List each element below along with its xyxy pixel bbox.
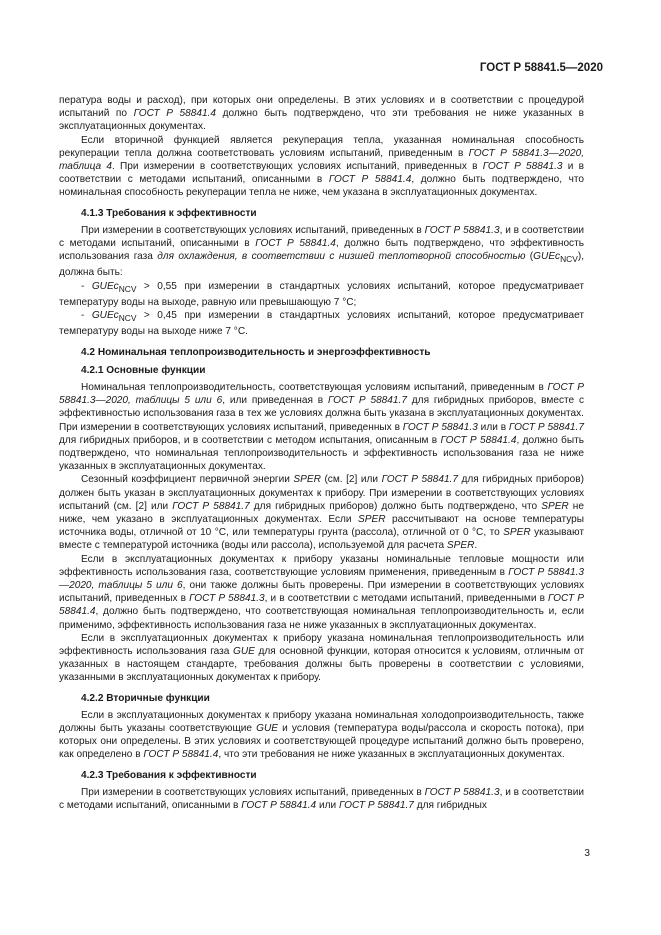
section-heading-4-2: 4.2 Номинальная теплопроизводительность и энергоэффективность <box>81 346 431 358</box>
section-heading-4-2-3: 4.2.3 Требования к эффективности <box>81 769 257 781</box>
paragraph: Если в эксплуатационных документах к прибору указаны номинальные тепловые мощности или эффективность использования газа, соответствующие условиям применения, приведенным в ГОСТ Р 58841.3—2020, таблицы 5 или 6, они также должны быть проверены. При измерении в соответствующих условиях испытаний, приведенных в ГОСТ Р 58841.3, и в соответствии с методами испытаний, приведенными в ГОСТ Р 58841.4, должно быть подтверждено, что соответствующая номинальная теплопроизводительность и, если применимо, эффективность использования газа не ниже указанных в эксплуатационных документах. <box>59 553 584 631</box>
page-body <box>59 94 584 812</box>
paragraph: Если в эксплуатационных документах к прибору указана номинальная холодопроизводительность, также должны быть указаны соответствующие GUE и условия (температура воды/рассола и скорость потока), при которых они определены. В этих условиях и соответствующей процедуре испытаний должно быть проверено, как определено в ГОСТ Р 58841.4, что эти требования не ниже указанных в эксплуатационных документах. <box>59 709 584 761</box>
section-heading-4-2-1: 4.2.1 Основные функции <box>81 364 206 376</box>
paragraph: Если в эксплуатационных документах к прибору указана номинальная теплопроизводительность или эффективность использования газа GUE для основной функции, которая относится к условиям, отличным от указанных в настоящем стандарте, требования должны быть проверены в соответствии с условиями, указанными в эксплуатационных документах к прибору. <box>59 632 584 684</box>
list-item: - GUEc$_{NCV}$ > 0,55 при измерении в стандартных условиях испытаний, которое предусматривает температуру воды на выходе, равную или превышающую 7 °С; <box>59 280 584 308</box>
paragraph: Номинальная теплопроизводительность, соответствующая условиям испытаний, приведенным в ГОСТ Р 58841.3—2020, таблицы 5 или 6, или приведенная в ГОСТ Р 58841.7 для гибридных приборов, вместе с эффективностью использования газа в тех же условиях должна быть указана в эксплуатационных документах. При измерении в соответствующих условиях испытаний, приведенных в ГОСТ Р 58841.3 или в ГОСТ Р 58841.7 для гибридных приборов, и в соответствии с методом испытания, описанным в ГОСТ Р 58841.4, должно быть подтверждено, что номинальная теплопроизводительность и эффективность использования газа не ниже указанных в эксплуатационных документах. <box>59 381 584 473</box>
paragraph: Если вторичной функцией является рекуперация тепла, указанная номинальная способность рекуперации тепла должна соответствовать условиям испытаний, приведенным в ГОСТ Р 58841.3—2020, таблица 4. При измерении в соответствующих условиях испытаний, приведенных в ГОСТ Р 58841.3 и в соответствии с методами испытаний, описанными в ГОСТ Р 58841.4, должно быть подтверждено, что номинальная способность рекуперации тепла не ниже, чем указана в эксплуатационных документах. <box>59 134 584 199</box>
section-heading-4-2-2: 4.2.2 Вторичные функции <box>81 692 210 704</box>
section-heading-4-1-3: 4.1.3 Требования к эффективности <box>81 207 257 219</box>
page-number: 3 <box>584 848 590 859</box>
paragraph: пература воды и расход), при которых они определены. В этих условиях и в соответствии с процедурой испытаний по ГОСТ Р 58841.4 должно быть подтверждено, что эти требования не ниже указанных в эксплуатационных документах. <box>59 95 584 133</box>
paragraph: При измерении в соответствующих условиях испытаний, приведенных в ГОСТ Р 58841.3, и в соответствии с методами испытаний, описанными в ГОСТ Р 58841.4 или ГОСТ Р 58841.7 для гибридных <box>59 786 584 811</box>
paragraph: Сезонный коэффициент первичной энергии SPER (см. [2] или ГОСТ Р 58841.7 для гибридных приборов) должен быть указан в эксплуатационных документах к прибору. При измерении в соответствующих условиях испытаний (см. [2] или ГОСТ Р 58841.7 для гибридных приборов) должно быть подтверждено, что SPER не ниже, чем указано в эксплуатационных документах. Если SPER рассчитывают на основе температуры источника воды, отличной от 10 °С, или температуры грунта (рассола), отличной от 0 °С, то SPER указывают вместе с температурой источника (воды или рассола), используемой для расчета SPER. <box>59 474 585 552</box>
paragraph: При измерении в соответствующих условиях испытаний, приведенных в ГОСТ Р 58841.3, и в соответствии с методами испытаний, описанными в ГОСТ Р 58841.4, должно быть подтверждено, что эффективность использования газа для охлаждения, в соответствии с низшей теплотворной способностью (GUEc$_{NCV}$), должна быть: <box>59 224 585 279</box>
document-code: ГОСТ Р 58841.5—2020 <box>479 62 603 74</box>
list-item: - GUEc$_{NCV}$ > 0,45 при измерении в стандартных условиях испытаний, которое предусматривает температуру воды на выходе ниже 7 °С. <box>59 310 584 338</box>
